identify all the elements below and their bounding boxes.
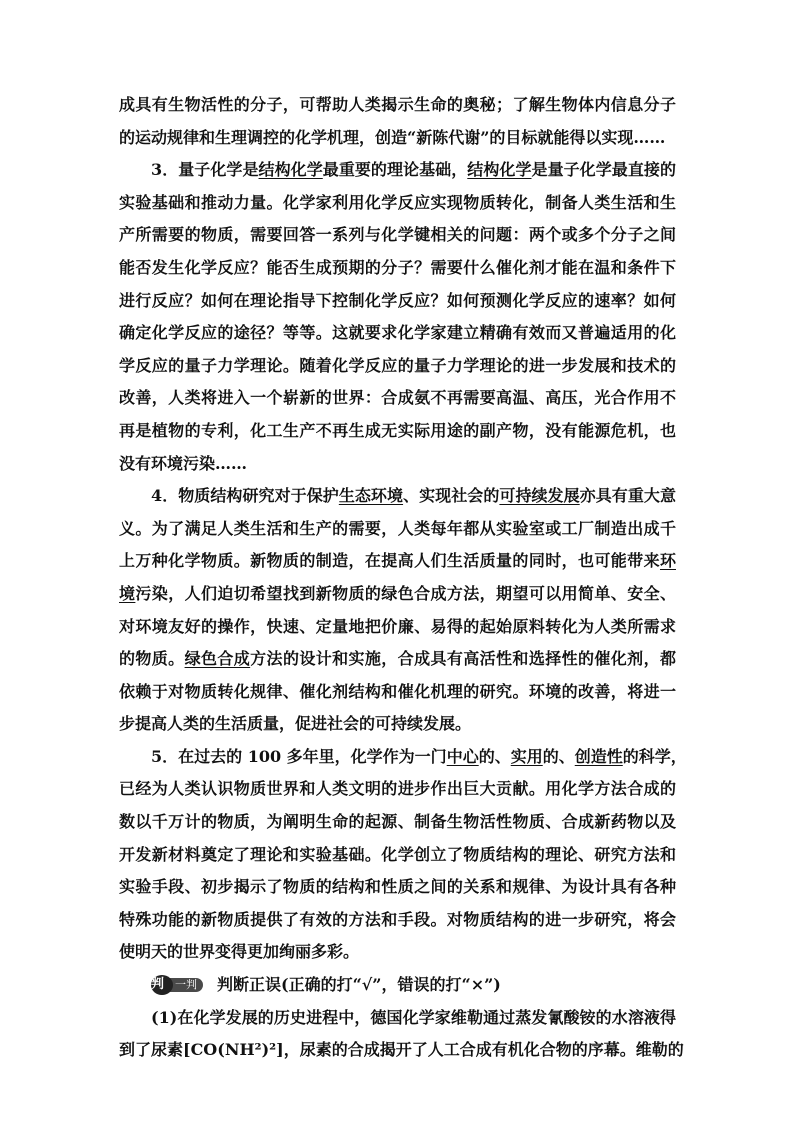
text-run: 方法的设计和实施，合成具有高活性和选择性的催化剂，都 [250,649,676,669]
text-line [119,578,676,611]
text-run: 上万种化学物质。新物质的制造，在提高人们生活质量的同时，也可能带来 [119,551,660,571]
text-line: 改善，人类将进入一个崭新的世界：合成氨不再需要高温、高压，光合作用不 [119,388,676,408]
paragraph-4-first-line [119,480,676,513]
text-run: 的物质。 [119,649,185,669]
term-sustainable-development: 可持续发展 [499,486,580,506]
text-line: 确定化学反应的途径？等等。这就要求化学家建立精确有效而又普遍适用的化 [119,323,676,343]
text-line [119,545,676,578]
text-run: 的、 [478,746,511,766]
term-central: 中心 [446,746,479,766]
text-line: 的运动规律和生理调控的化学机理，创造“新陈代谢”的目标就能得以实现…… [119,127,666,147]
term-environment-part2: 境 [119,583,136,603]
text-line: 再是植物的专利，化工生产不再生成无实际用途的副产物，没有能源危机，也 [119,420,676,440]
text-line: 对环境友好的操作，快速、定量地把价廉、易得的起始原料转化为人类所需求 [119,616,676,636]
term-creative: 创造性 [574,746,623,766]
quiz-question-1-line-1: (1)在化学发展的历史进程中，德国化学家维勒通过蒸发氰酸铵的水溶液得 [151,1007,676,1027]
text-run: 亦具有重大意 [579,486,676,506]
text-line: 义。为了满足人类生活和生产的需要，人类每年都从实验室或工厂制造出成千 [119,518,676,538]
text-run: 的、 [542,746,575,766]
text-line: 进行反应？如何在理论指导下控制化学反应？如何预测化学反应的速率？如何 [119,290,676,310]
text-run: 是量子化学最直接的 [531,160,676,180]
term-environment-part1: 环 [659,551,676,571]
text-run: 最重要的理论基础， [322,160,468,180]
text-line: 实验手段、初步揭示了物质的结构和性质之间的关系和规律、为设计具有各种 [119,877,676,897]
text-run: 5．在过去的 100 多年里，化学作为一门 [151,746,447,766]
text-line: 依赖于对物质转化规律、催化剂结构和催化机理的研究。环境的改善，将进一 [119,681,676,701]
text-line: 没有环境污染…… [119,453,248,473]
term-green-synthesis: 绿色合成 [184,649,251,669]
quiz-badge-main: 判 [151,975,173,995]
text-run: 污染，人们迫切希望找到新物质的绿色合成方法，期望可以用简单、安全、 [135,583,676,603]
text-line: 产所需要的物质，需要回答一系列与化学键相关的问题：两个或多个分子之间 [119,225,676,245]
text-line: 学反应的量子力学理论。随着化学反应的量子力学理论的进一步发展和技术的 [119,355,676,375]
text-line: 数以千万计的物质，为阐明生命的起源、制备生物活性物质、合成新药物以及 [119,812,676,832]
quiz-badge [151,975,203,995]
quiz-question-1-line-2: 到了尿素[CO(NH²)²]，尿素的合成揭开了人工合成有机化合物的序幕。维勒的 [119,1040,684,1060]
quiz-badge-sub: 一判 [165,978,203,992]
term-ecological-environment: 生态环境 [338,486,404,506]
document-page [119,89,687,1067]
text-line [119,643,676,676]
paragraph-5-first-line [119,741,687,774]
text-line: 成具有生物活性的分子，可帮助人类揭示生命的奥秘；了解生物体内信息分子 [119,95,676,114]
text-run: 3．量子化学是 [151,160,259,180]
text-line: 能否发生化学反应？能否生成预期的分子？需要什么催化剂才能在温和条件下 [119,257,676,277]
text-line: 特殊功能的新物质提供了有效的方法和手段。对物质结构的进一步研究，将会 [119,909,676,929]
text-line: 实验基础和推动力量。化学家利用化学反应实现物质转化，制备人类生活和生 [119,192,676,212]
text-run: 、实现社会的 [403,486,500,506]
text-line: 步提高人类的生活质量，促进社会的可持续发展。 [119,714,472,734]
text-run: 的科学， [622,746,687,766]
text-run: 4．物质结构研究对于保护 [151,486,339,506]
term-structural-chemistry: 结构化学 [258,160,323,180]
text-line: 已经为人类认识物质世界和人类文明的进步作出巨大贡献。用化学方法合成的 [119,779,676,799]
quiz-instruction-line [119,969,676,1002]
quiz-instruction: 判断正误(正确的打“√”，错误的打“×”) [217,975,501,995]
text-line: 使明天的世界变得更加绚丽多彩。 [119,942,360,962]
paragraph-3-first-line [119,154,676,187]
term-structural-chemistry: 结构化学 [467,160,532,180]
term-practical: 实用 [510,746,543,766]
text-line: 开发新材料奠定了理论和实验基础。化学创立了物质结构的理论、研究方法和 [119,844,676,864]
